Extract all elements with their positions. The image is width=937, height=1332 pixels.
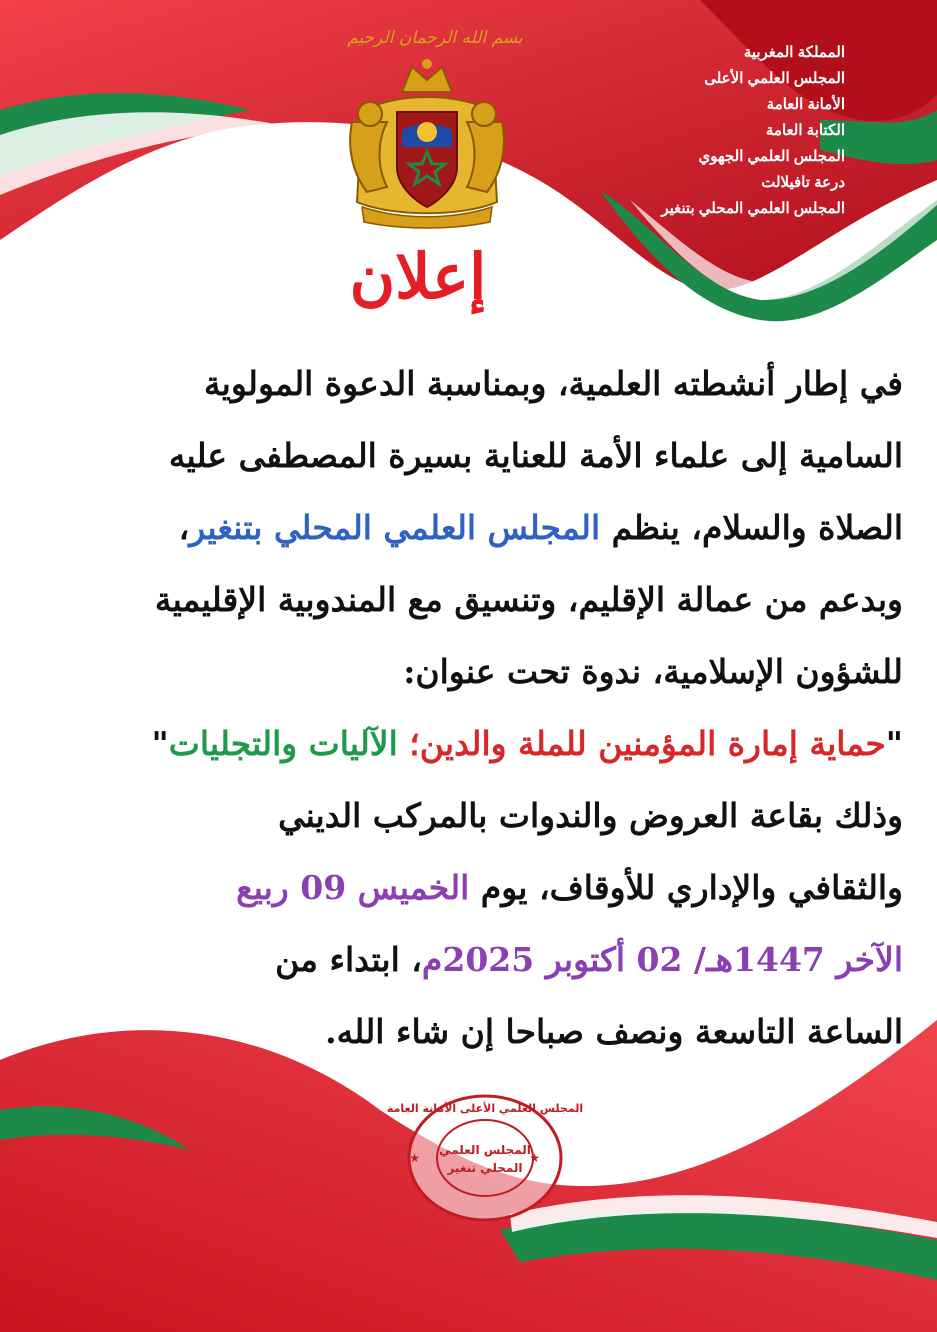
body-line-9-text: ، ابتداء من	[275, 940, 422, 979]
title-close-quote: "	[151, 724, 169, 763]
header-line-kingdom: المملكة المغربية	[743, 44, 845, 61]
body-line-8-text: والثقافي والإداري للأوقاف، يوم	[469, 868, 903, 907]
stamp-outer-text: المجلس العلمي الأعلى الأمانة العامة	[386, 1102, 584, 1115]
organizer-name: المجلس العلمي المحلي بتنغير	[189, 508, 601, 547]
header-line-regional-council: المجلس العلمي الجهوي	[698, 148, 845, 165]
header-line-general-secretariat: الأمانة العامة	[766, 96, 845, 113]
body-line-3-comma: ،	[178, 508, 190, 547]
event-date: الآخر 1447هـ/ 02 أكتوبر 2025م	[421, 940, 903, 979]
body-line-3	[35, 492, 903, 564]
stamp-inner-line-1: المجلس العلمي	[439, 1143, 531, 1157]
body-line-9	[35, 924, 903, 996]
announcement-body	[35, 348, 903, 1068]
body-line-2: السامية إلى علماء الأمة للعناية بسيرة المصطفى عليه	[168, 436, 903, 475]
header-line-supreme-council: المجلس العلمي الأعلى	[704, 70, 845, 87]
body-line-5: للشؤون الإسلامية، ندوة تحت عنوان:	[403, 652, 903, 691]
body-line-10: الساعة التاسعة ونصف صباحا إن شاء الله.	[325, 1012, 903, 1051]
official-stamp	[386, 1092, 584, 1224]
body-line-4: وبدعم من عمالة الإقليم، وتنسيق مع المندوبية الإقليمية	[154, 580, 903, 619]
body-line-7: وذلك بقاعة العروض والندوات بالمركب الديني	[278, 796, 903, 835]
basmala: بسم الله الرحمان الرحيم	[347, 28, 523, 48]
body-line-1: في إطار أنشطته العلمية، وبمناسبة الدعوة المولوية	[203, 364, 903, 403]
body-line-3-text: الصلاة والسلام، ينظم	[600, 508, 903, 547]
coat-of-arms-icon	[332, 52, 522, 227]
symposium-title-main: حماية إمارة المؤمنين للملة والدين؛	[409, 724, 886, 763]
event-day: الخميس 09 ربيع	[236, 868, 470, 907]
symposium-title-sub: الآليات والتجليات	[168, 724, 410, 763]
body-line-8	[35, 852, 903, 924]
header-line-general-clerkship: الكتابة العامة	[765, 122, 845, 139]
institution-header	[515, 40, 845, 222]
stamp-star-right-icon: ★	[529, 1151, 540, 1165]
symposium-title	[35, 708, 903, 780]
header-line-region: درعة تافيلالت	[761, 174, 845, 191]
title-open-quote: "	[885, 724, 903, 763]
announcement-title: إعلان	[349, 240, 487, 313]
stamp-inner-line-2: المحلي تنغير	[447, 1161, 523, 1175]
header-line-local-council: المجلس العلمي المحلي بتنغير	[661, 200, 845, 217]
stamp-star-left-icon: ★	[409, 1151, 420, 1165]
